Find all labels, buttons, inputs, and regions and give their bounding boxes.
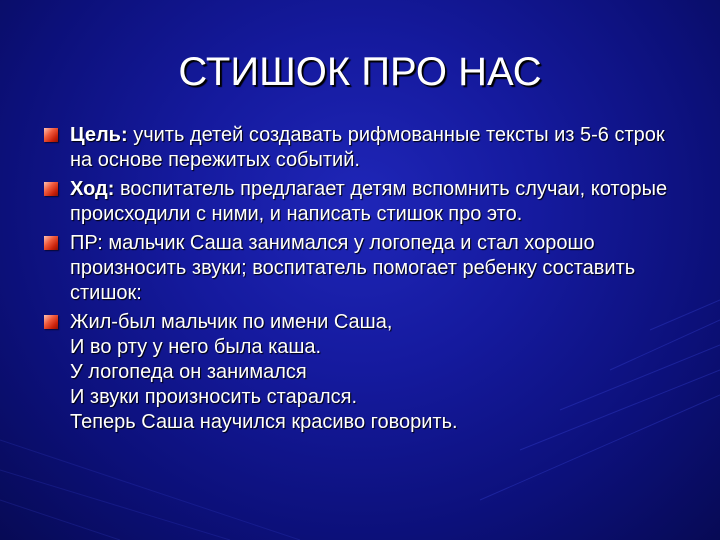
list-item-poem [44,310,684,435]
poem-line: Теперь Саша научился красиво говорить. [70,411,458,433]
square-bullet-icon [44,182,58,196]
square-bullet-icon [44,128,58,142]
poem-line: И во рту у него была каша. [70,336,322,358]
bullet-list [44,123,684,439]
poem-line: И звуки произносить старался. [70,386,358,408]
square-bullet-icon [44,315,58,329]
list-item-goal [44,123,684,173]
poem-line: Жил-был мальчик по имени Саша, [70,311,393,333]
slide-title: СТИШОК ПРО НАС [178,50,542,94]
list-item-example [44,231,684,306]
procedure-label: Ход: [70,178,115,200]
square-bullet-icon [44,236,58,250]
list-item-procedure [44,177,684,227]
example-text: ПР: мальчик Саша занимался у логопеда и стал хорошо произносить звуки; воспитатель помогает ребенку составить стишок: [70,232,636,304]
poem-line: У логопеда он занимался [70,361,307,383]
procedure-text: воспитатель предлагает детям вспомнить случаи, которые происходили с ними, и написать стишок про это. [70,178,668,225]
goal-label: Цель: [70,124,128,146]
goal-text: учить детей создавать рифмованные тексты из 5-6 строк на основе пережитых событий. [70,124,665,171]
